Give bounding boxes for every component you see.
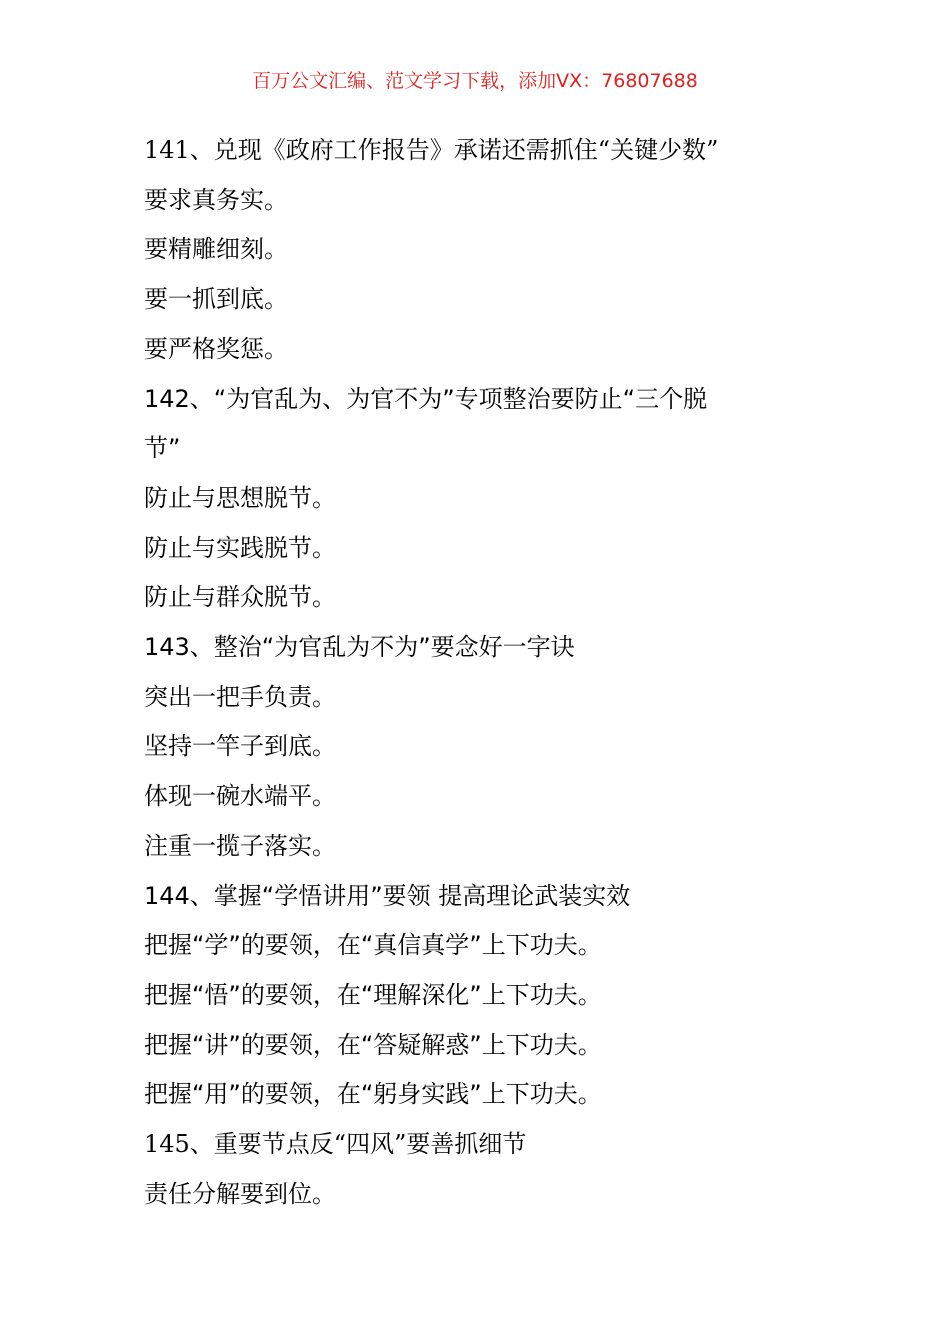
section-heading-145: 145、重要节点反“四风”要善抓细节 (144, 1130, 527, 1159)
list-item: 体现一碗水端平。 (144, 782, 336, 811)
list-item: 把握“用”的要领，在“躬身实践”上下功夫。 (144, 1080, 602, 1109)
list-item: 防止与实践脱节。 (144, 533, 336, 562)
list-item: 责任分解要到位。 (144, 1179, 336, 1208)
section-heading-141: 141、兑现《政府工作报告》承诺还需抓住“关键少数” (144, 136, 719, 164)
header-banner: 百万公文汇编、范文学习下载，添加VX：76807688 (252, 70, 698, 92)
section-heading-142: 142、“为官乱为、为官不为”专项整治要防止“三个脱 (144, 384, 708, 413)
list-item: 把握“悟”的要领，在“理解深化”上下功夫。 (144, 980, 602, 1009)
section-heading-144: 144、掌握“学悟讲用”要领 提高理论武装实效 (144, 881, 631, 910)
list-item: 要一抓到底。 (144, 285, 288, 314)
list-item: 坚持一竿子到底。 (144, 732, 336, 761)
list-item: 要精雕细刻。 (144, 235, 288, 264)
section-heading-143: 143、整治“为官乱为不为”要念好一字诀 (144, 633, 575, 662)
list-item: 把握“学”的要领，在“真信真学”上下功夫。 (144, 931, 602, 960)
list-item: 要严格奖惩。 (144, 334, 288, 363)
list-item: 防止与思想脱节。 (144, 483, 336, 512)
section-heading-142-continued: 节” (144, 434, 181, 463)
list-item: 要求真务实。 (144, 185, 288, 214)
list-item: 把握“讲”的要领，在“答疑解惑”上下功夫。 (144, 1030, 602, 1059)
list-item: 注重一揽子落实。 (144, 831, 336, 860)
list-item: 防止与群众脱节。 (144, 583, 336, 612)
list-item: 突出一把手负责。 (144, 682, 336, 711)
document-body (144, 126, 794, 1219)
